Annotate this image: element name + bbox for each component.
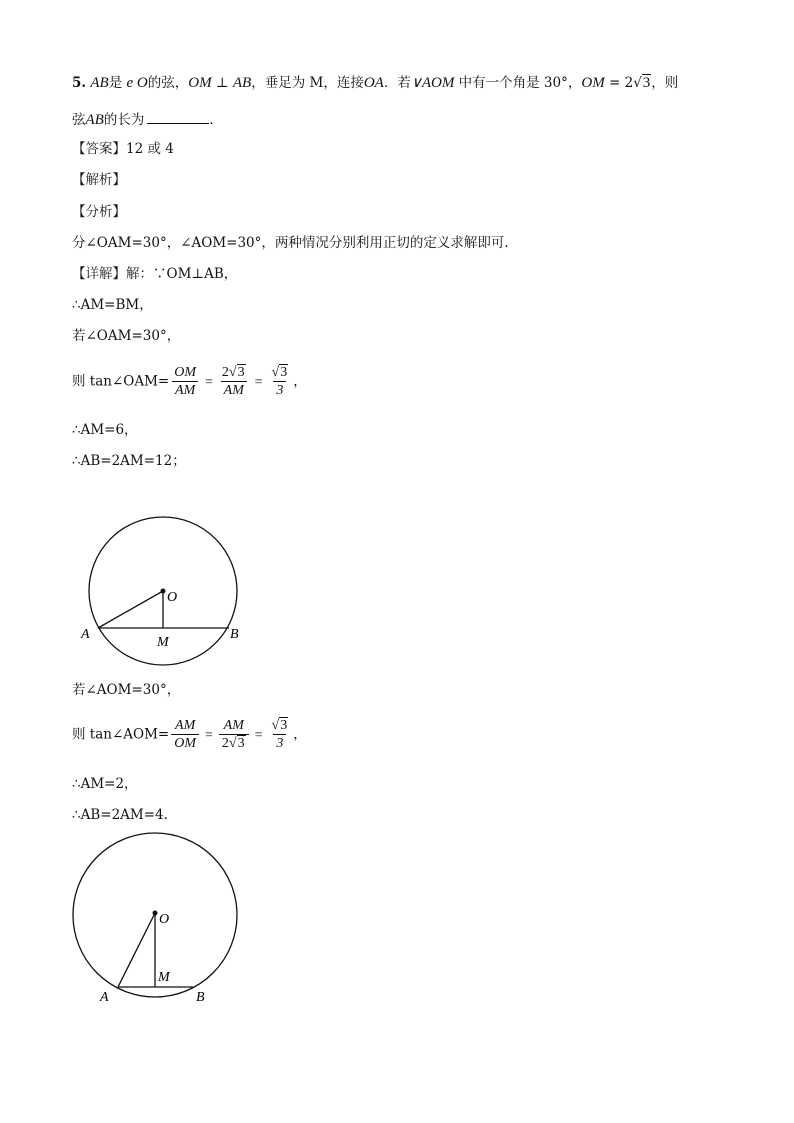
q-text-angle: 中有一个角是 30°，	[458, 75, 582, 91]
case2-eq-2: =	[254, 727, 263, 743]
figure1-label-b: B	[230, 627, 239, 642]
case1-fraction-2: $\frac{2√3}{AM}$	[219, 366, 249, 398]
q-text-foot: ，垂足为 M，连接	[251, 75, 364, 91]
q2-ab: AB	[85, 112, 104, 128]
case1-fraction-1: $\frac{OM}{AM}$	[171, 366, 199, 398]
case1-equation	[72, 366, 307, 398]
case1-eq-2: =	[254, 374, 263, 390]
figure1-label-a: A	[81, 627, 90, 642]
figure2-label-a: A	[100, 990, 109, 1005]
case2-eq-1: =	[205, 727, 213, 743]
q-triangle-aom: ∨AOM	[410, 75, 455, 91]
case1-result-am: ∴AM=6，	[72, 422, 138, 438]
figure1-label-m: M	[157, 635, 169, 650]
case2-fraction-3: $\frac{√3}{3}$	[271, 718, 288, 751]
analysis-label: 【解析】	[72, 172, 126, 188]
question-line-2	[72, 111, 223, 128]
figure2-center-dot	[153, 911, 158, 916]
figure1-label-o: O	[167, 590, 178, 605]
case2-tail: ，	[293, 726, 307, 743]
q-text-ruo: ．若	[383, 75, 411, 91]
case2-result-ab: ∴AB=2AM=4.	[72, 807, 168, 823]
case1-fraction-3: $\frac{√3}{3}$	[271, 365, 288, 398]
case2-equation	[72, 719, 307, 751]
q2-length: 的长为	[103, 112, 145, 128]
question-line-1	[72, 76, 678, 91]
question-number: 5.	[72, 75, 87, 91]
figure-1	[72, 510, 262, 670]
answer-label: 【答案】	[72, 141, 126, 157]
answer-value: 12 或 4	[126, 141, 174, 157]
figure2-label-b: B	[196, 990, 205, 1005]
case1-eq-1: =	[205, 374, 213, 390]
q-eq-two: = 2	[608, 75, 634, 91]
q-om: OM	[188, 75, 212, 91]
fenxi-label: 【分析】	[72, 204, 126, 220]
figure2-segment-oa	[118, 913, 155, 987]
answer-blank	[147, 111, 209, 124]
q-text-ze: ，则	[651, 75, 679, 91]
q-ab-2: AB	[232, 75, 252, 91]
q-perp: ⊥	[215, 75, 229, 91]
q-om-2: OM	[581, 75, 605, 91]
figure1-center-dot	[161, 589, 166, 594]
case1-tail: ，	[293, 373, 307, 390]
q2-period: ．	[209, 112, 223, 128]
q-oa: OA	[363, 75, 384, 91]
figure2-label-o: O	[159, 912, 170, 927]
case2-fraction-1: $\frac{AM}{OM}$	[171, 719, 199, 751]
figure2-label-m: M	[158, 970, 170, 985]
case2-condition: 若∠AOM=30°，	[72, 682, 181, 698]
fenxi-text: 分∠OAM=30°，∠AOM=30°，两种情况分别利用正切的定义求解即可.	[72, 235, 509, 251]
q2-xian: 弦	[72, 112, 86, 128]
q-circle-o: e O	[126, 75, 148, 91]
case2-fraction-2: $\frac{AM}{2√3}$	[219, 719, 249, 751]
case1-tan-prefix: 则 tan∠OAM=	[72, 373, 170, 390]
figure-2	[62, 830, 252, 1010]
case1-result-ab: ∴AB=2AM=12；	[72, 453, 186, 469]
figure1-segment-oa	[98, 591, 163, 628]
detail-label: 【详解】	[72, 266, 126, 282]
case1-condition: 若∠OAM=30°，	[72, 328, 181, 344]
q-ab: AB	[90, 75, 109, 91]
step-am-bm: ∴AM=BM，	[72, 297, 153, 313]
detail-line	[72, 268, 237, 282]
case2-result-am: ∴AM=2，	[72, 776, 138, 792]
q-text-dexian: 的弦，	[147, 75, 189, 91]
detail-text: 解：∵OM⊥AB，	[126, 266, 238, 282]
q-text-shi: 是	[108, 75, 123, 91]
case2-tan-prefix: 则 tan∠AOM=	[72, 726, 170, 743]
answer-line	[72, 143, 174, 157]
q-sqrt: √3	[633, 75, 651, 91]
